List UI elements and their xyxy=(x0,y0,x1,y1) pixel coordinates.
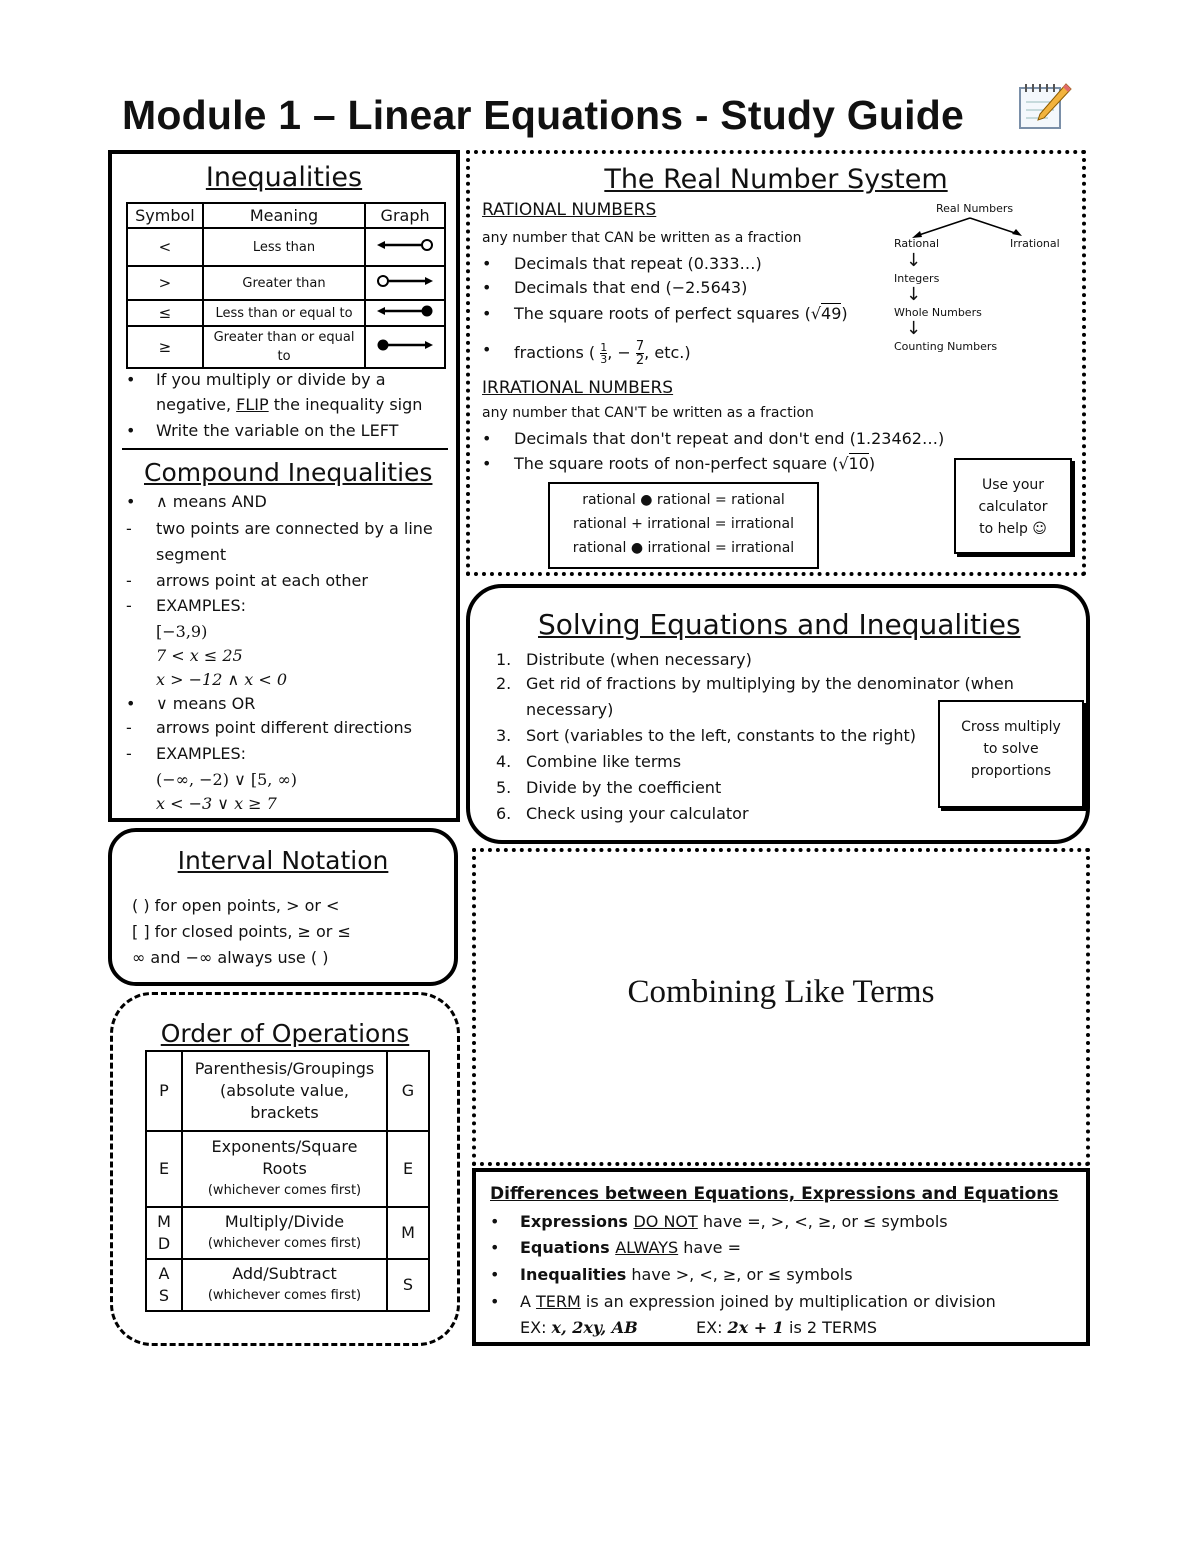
rational-item: fractions ( $\frac{1}{3}$ , − $\frac{7}{2}$ , etc.) xyxy=(514,339,691,368)
irrational-heading: IRRATIONAL NUMBERS xyxy=(482,378,674,398)
symbol-cell: < xyxy=(127,228,203,266)
step-number: 6. xyxy=(496,804,512,823)
interval-heading: Interval Notation xyxy=(177,846,389,875)
dash-icon: - xyxy=(126,519,132,538)
order-of-operations-section xyxy=(110,992,460,1346)
note-line: calculator xyxy=(978,499,1048,515)
step-number: 4. xyxy=(496,752,512,771)
and-item: arrows point at each other xyxy=(156,571,368,590)
rational-item: The square roots of perfect squares (√49) xyxy=(514,304,848,323)
tree-rational: Rational xyxy=(894,237,940,250)
solving-heading: Solving Equations and Inequalities xyxy=(538,608,1021,641)
combining-like-terms-section xyxy=(472,848,1090,1166)
calculator-note xyxy=(954,458,1072,554)
tree-whole: Whole Numbers xyxy=(894,306,982,319)
or-item: arrows point different directions xyxy=(156,718,413,737)
letter-cell: M D xyxy=(146,1207,182,1259)
irrational-definition: any number that CAN'T be written as a fraction xyxy=(482,405,814,421)
down-arrow-icon: ↓ xyxy=(906,318,922,339)
variable-rule: Write the variable on the LEFT xyxy=(156,421,399,440)
real-heading: The Real Number System xyxy=(604,164,948,195)
rational-item: Decimals that end (−2.5643) xyxy=(514,278,748,297)
table-header: Symbol xyxy=(127,203,203,228)
operation-cell: Add/Subtract (whichever comes first) xyxy=(182,1259,387,1311)
tree-counting: Counting Numbers xyxy=(894,340,998,353)
note-line: to solve xyxy=(983,741,1039,757)
bullet-icon: • xyxy=(482,278,492,297)
meaning-cell: Greater than xyxy=(203,266,365,300)
or-label: ∨ means OR xyxy=(156,694,256,713)
page-title: Module 1 – Linear Equations - Study Guide xyxy=(122,92,964,138)
difference-item: Inequalities have >, <, ≥, or ≤ symbols xyxy=(520,1265,853,1284)
and-example: 7 < x ≤ 25 xyxy=(156,646,243,665)
open-right-arrow-icon xyxy=(365,266,445,300)
bullet-icon: • xyxy=(490,1265,500,1284)
step-text: Sort (variables to the left, constants to the right) xyxy=(526,726,916,745)
table-row xyxy=(146,1259,429,1311)
order-table xyxy=(145,1050,430,1312)
bullet-icon: • xyxy=(126,370,136,389)
letter-cell: E xyxy=(146,1131,182,1207)
or-item: EXAMPLES: xyxy=(156,744,247,763)
table-header: Meaning xyxy=(203,203,365,228)
differences-section xyxy=(472,1168,1090,1346)
dash-icon: - xyxy=(126,596,132,615)
symbol-cell: > xyxy=(127,266,203,300)
bullet-icon: • xyxy=(482,254,492,273)
step-number: 2. xyxy=(496,674,512,693)
cross-multiply-note xyxy=(938,700,1084,808)
operation-rule: rational ● irrational = irrational xyxy=(572,540,795,556)
operation-cell: Parenthesis/Groupings (absolute value, brackets xyxy=(182,1051,387,1131)
operation-rule: rational ● rational = rational xyxy=(582,492,785,508)
interval-line: [ ] for closed points, ≥ or ≤ xyxy=(132,922,351,941)
operations-box xyxy=(548,482,819,569)
term-example: EX: 2x + 1 is 2 TERMS xyxy=(696,1318,878,1337)
bullet-icon: • xyxy=(490,1238,500,1257)
letter-cell: P xyxy=(146,1051,182,1131)
bullet-icon: • xyxy=(482,454,492,473)
bullet-icon: • xyxy=(126,421,136,440)
order-heading: Order of Operations xyxy=(160,1019,410,1048)
step-text: Divide by the coefficient xyxy=(526,778,722,797)
open-left-arrow-icon xyxy=(365,228,445,266)
note-line: Use your xyxy=(981,477,1045,493)
letter-cell: A S xyxy=(146,1259,182,1311)
table-row xyxy=(146,1131,429,1207)
down-arrow-icon: ↓ xyxy=(906,250,922,271)
table-header: Graph xyxy=(365,203,445,228)
step-text: Check using your calculator xyxy=(526,804,749,823)
bullet-icon: • xyxy=(126,492,136,511)
divider xyxy=(122,448,448,450)
solving-section xyxy=(466,584,1090,844)
table-row xyxy=(127,228,445,266)
term-example: EX: x, 2xy, AB xyxy=(520,1318,638,1337)
letter-cell: S xyxy=(387,1259,429,1311)
table-row xyxy=(127,326,445,368)
inequalities-heading: Inequalities xyxy=(205,162,363,193)
bullet-icon: • xyxy=(490,1212,500,1231)
irrational-item: The square roots of non-perfect square (√10) xyxy=(514,454,876,473)
meaning-cell: Greater than or equal to xyxy=(203,326,365,368)
and-item: segment xyxy=(156,545,227,564)
interval-line: ( ) for open points, > or < xyxy=(132,896,340,915)
bullet-icon: • xyxy=(482,340,492,359)
closed-right-arrow-icon xyxy=(365,326,445,368)
letter-cell: E xyxy=(387,1131,429,1207)
inequalities-section xyxy=(108,150,460,822)
rational-item: Decimals that repeat (0.333…) xyxy=(514,254,762,273)
table-row xyxy=(146,1051,429,1131)
and-example: [−3,9) xyxy=(156,622,208,641)
bullet-icon: • xyxy=(482,429,492,448)
real-number-section xyxy=(466,150,1086,576)
tree-root: Real Numbers xyxy=(936,202,1014,215)
tree-irrational: Irrational xyxy=(1010,237,1060,250)
irrational-item: Decimals that don't repeat and don't end (1.23462…) xyxy=(514,429,945,448)
closed-left-arrow-icon xyxy=(365,300,445,326)
letter-cell: G xyxy=(387,1051,429,1131)
interval-line: ∞ and −∞ always use ( ) xyxy=(132,948,329,967)
bullet-icon: • xyxy=(490,1292,500,1311)
meaning-cell: Less than xyxy=(203,228,365,266)
step-number: 1. xyxy=(496,650,512,669)
and-example: x > −12 ∧ x < 0 xyxy=(156,670,288,689)
operation-cell: Exponents/Square Roots (whichever comes first) xyxy=(182,1131,387,1207)
flip-rule-line1: If you multiply or divide by a xyxy=(156,370,386,389)
bullet-icon: • xyxy=(482,304,492,323)
combining-heading: Combining Like Terms xyxy=(627,974,935,1010)
interval-notation-section xyxy=(108,828,458,986)
step-text: Get rid of fractions by multiplying by the denominator (when xyxy=(526,674,1014,693)
step-text: Distribute (when necessary) xyxy=(526,650,752,669)
step-text: necessary) xyxy=(526,700,614,719)
operation-cell: Multiply/Divide (whichever comes first) xyxy=(182,1207,387,1259)
and-label: ∧ means AND xyxy=(156,492,267,511)
difference-item: Expressions DO NOT have =, >, <, ≥, or ≤ symbols xyxy=(520,1212,948,1231)
difference-item: Equations ALWAYS have = xyxy=(520,1238,741,1257)
symbol-cell: ≤ xyxy=(127,300,203,326)
meaning-cell: Less than or equal to xyxy=(203,300,365,326)
step-text: Combine like terms xyxy=(526,752,682,771)
step-number: 5. xyxy=(496,778,512,797)
notepad-pencil-icon xyxy=(1018,80,1072,132)
compound-heading: Compound Inequalities xyxy=(144,458,433,487)
down-arrow-icon: ↓ xyxy=(906,284,922,305)
rational-definition: any number that CAN be written as a fraction xyxy=(482,230,802,246)
note-line: Cross multiply xyxy=(961,719,1061,735)
rational-heading: RATIONAL NUMBERS xyxy=(482,200,657,220)
dash-icon: - xyxy=(126,718,132,737)
inequalities-table xyxy=(126,202,446,369)
difference-item: A TERM is an expression joined by multiplication or division xyxy=(520,1292,996,1311)
and-item: EXAMPLES: xyxy=(156,596,247,615)
table-row xyxy=(127,300,445,326)
letter-cell: M xyxy=(387,1207,429,1259)
dash-icon: - xyxy=(126,744,132,763)
operation-rule: rational + irrational = irrational xyxy=(573,516,794,532)
step-number: 3. xyxy=(496,726,512,745)
note-line: proportions xyxy=(970,763,1052,779)
table-row xyxy=(127,266,445,300)
or-example: (−∞, −2) ∨ [5, ∞) xyxy=(156,770,298,789)
flip-rule-line2: negative, FLIP the inequality sign xyxy=(156,395,423,414)
and-item: two points are connected by a line xyxy=(156,519,433,538)
dash-icon: - xyxy=(126,571,132,590)
tree-integers: Integers xyxy=(894,272,940,285)
differences-heading: Differences between Equations, Expressions and Equations xyxy=(490,1184,1059,1204)
or-example: x < −3 ∨ x ≥ 7 xyxy=(156,794,277,813)
note-line: to help ☺ xyxy=(979,521,1047,537)
table-row xyxy=(146,1207,429,1259)
symbol-cell: ≥ xyxy=(127,326,203,368)
bullet-icon: • xyxy=(126,694,136,713)
